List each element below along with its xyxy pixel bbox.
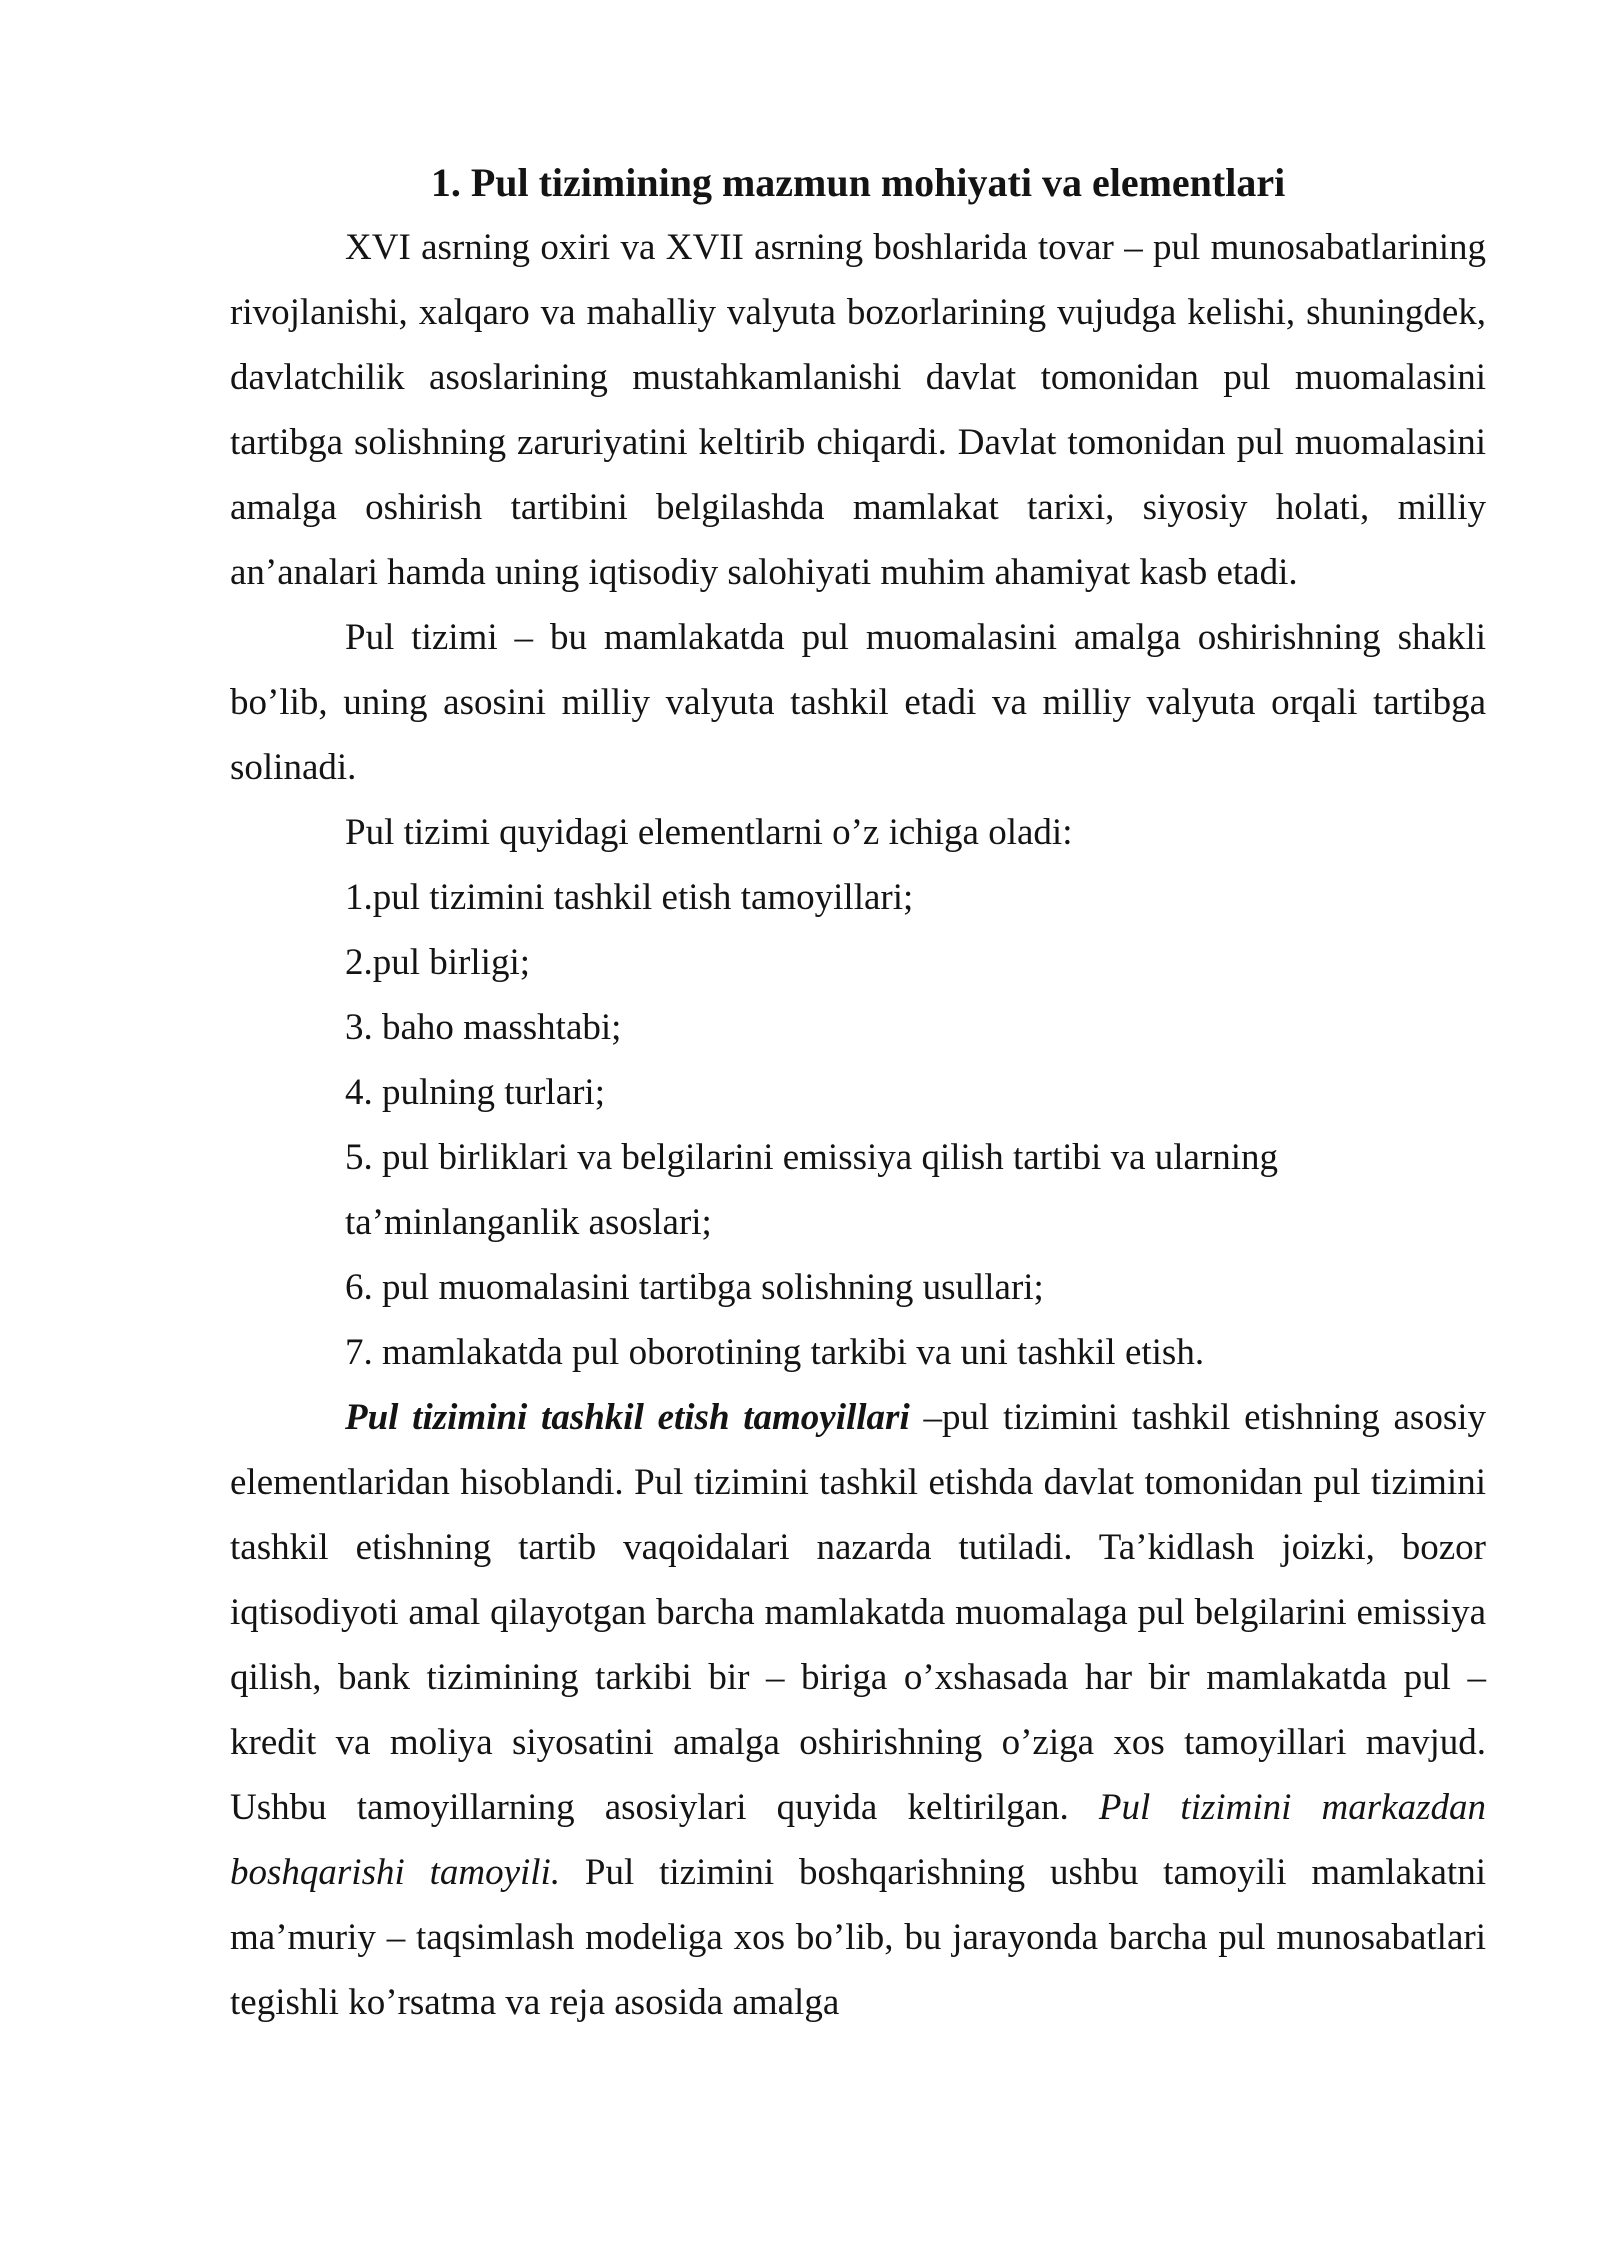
list-item: 7. mamlakatda pul oborotining tarkibi va uni tashkil etish. bbox=[345, 1332, 1205, 1373]
paragraph-principles bbox=[230, 1385, 1486, 2035]
list-item: 5. pul birliklari va belgilarini emissiya qilish tartibi va ularning bbox=[345, 1137, 1279, 1178]
list-item: 3. baho masshtabi; bbox=[345, 1007, 622, 1048]
paragraph-definition: Pul tizimi – bu mamlakatda pul muomalasini amalga oshirishning shakli bo’lib, uning asosini milliy valyuta tashkil etadi va milliy valyuta orqali tartibga solinadi. bbox=[230, 617, 1486, 788]
principles-tail: Pul tizimini boshqarishning ushbu tamoyili mamlakatni ma’muriy – taqsimlash modeliga xos bo’lib, bu jarayonda barcha pul munosabatlari tegishli ko’rsatma va reja asosida amalga bbox=[230, 1852, 1486, 2023]
list-item: 4. pulning turlari; bbox=[345, 1072, 605, 1113]
list-item: 1.pul tizimini tashkil etish tamoyillari; bbox=[345, 877, 914, 918]
list-item: 2.pul birligi; bbox=[345, 942, 530, 983]
section-title: 1. Pul tizimining mazmun mohiyati va elementlari bbox=[430, 160, 1286, 205]
list-item: 6. pul muomalasini tartibga solishning usullari; bbox=[345, 1267, 1044, 1308]
principles-text: –pul tizimini tashkil etishning asosiy elementlaridan hisoblandi. Pul tizimini tashkil etishda davlat tomonidan pul tizimini tashkil etishning tartib vaqoidalari nazarda tutiladi. Ta’kidlash joizki, bozor iqtisodiyoti amal qilayotgan barcha mamlakatda muomalaga pul belgilarini emissiya qilish, bank tizimining tarkibi bir – biriga o’xshasada har bir mamlakatda pul – kredit va moliya siyosatini amalga oshirishning o’ziga xos tamoyillari mavjud. Ushbu tamoyillarning asosiylari quyida keltirilgan. bbox=[230, 1397, 1487, 1828]
document-page bbox=[230, 150, 1486, 2035]
list-intro: Pul tizimi quyidagi elementlarni o’z ichiga oladi: bbox=[345, 812, 1073, 853]
list-item-continuation: ta’minlanganlik asoslari; bbox=[345, 1202, 712, 1243]
principles-term: Pul tizimini tashkil etish tamoyillari bbox=[345, 1397, 910, 1438]
paragraph-intro: XVI asrning oxiri va XVII asrning boshlarida tovar – pul munosabatlarining rivojlanishi, xalqaro va mahalliy valyuta bozorlarining vujudga kelishi, shuningdek, davlatchilik asoslarining mustahkamlanishi davlat tomonidan pul muomalasini tartibga solishning zaruriyatini keltirib chiqardi. Davlat tomonidan pul muomalasini amalga oshirish tartibini belgilashda mamlakat tarixi, siyosiy holati, milliy an’analari hamda uning iqtisodiy salohiyati muhim ahamiyat kasb etadi. bbox=[230, 227, 1486, 593]
central-principle-term: Pul tizimini markazdan boshqarishi tamoyili. bbox=[230, 1787, 1486, 1893]
